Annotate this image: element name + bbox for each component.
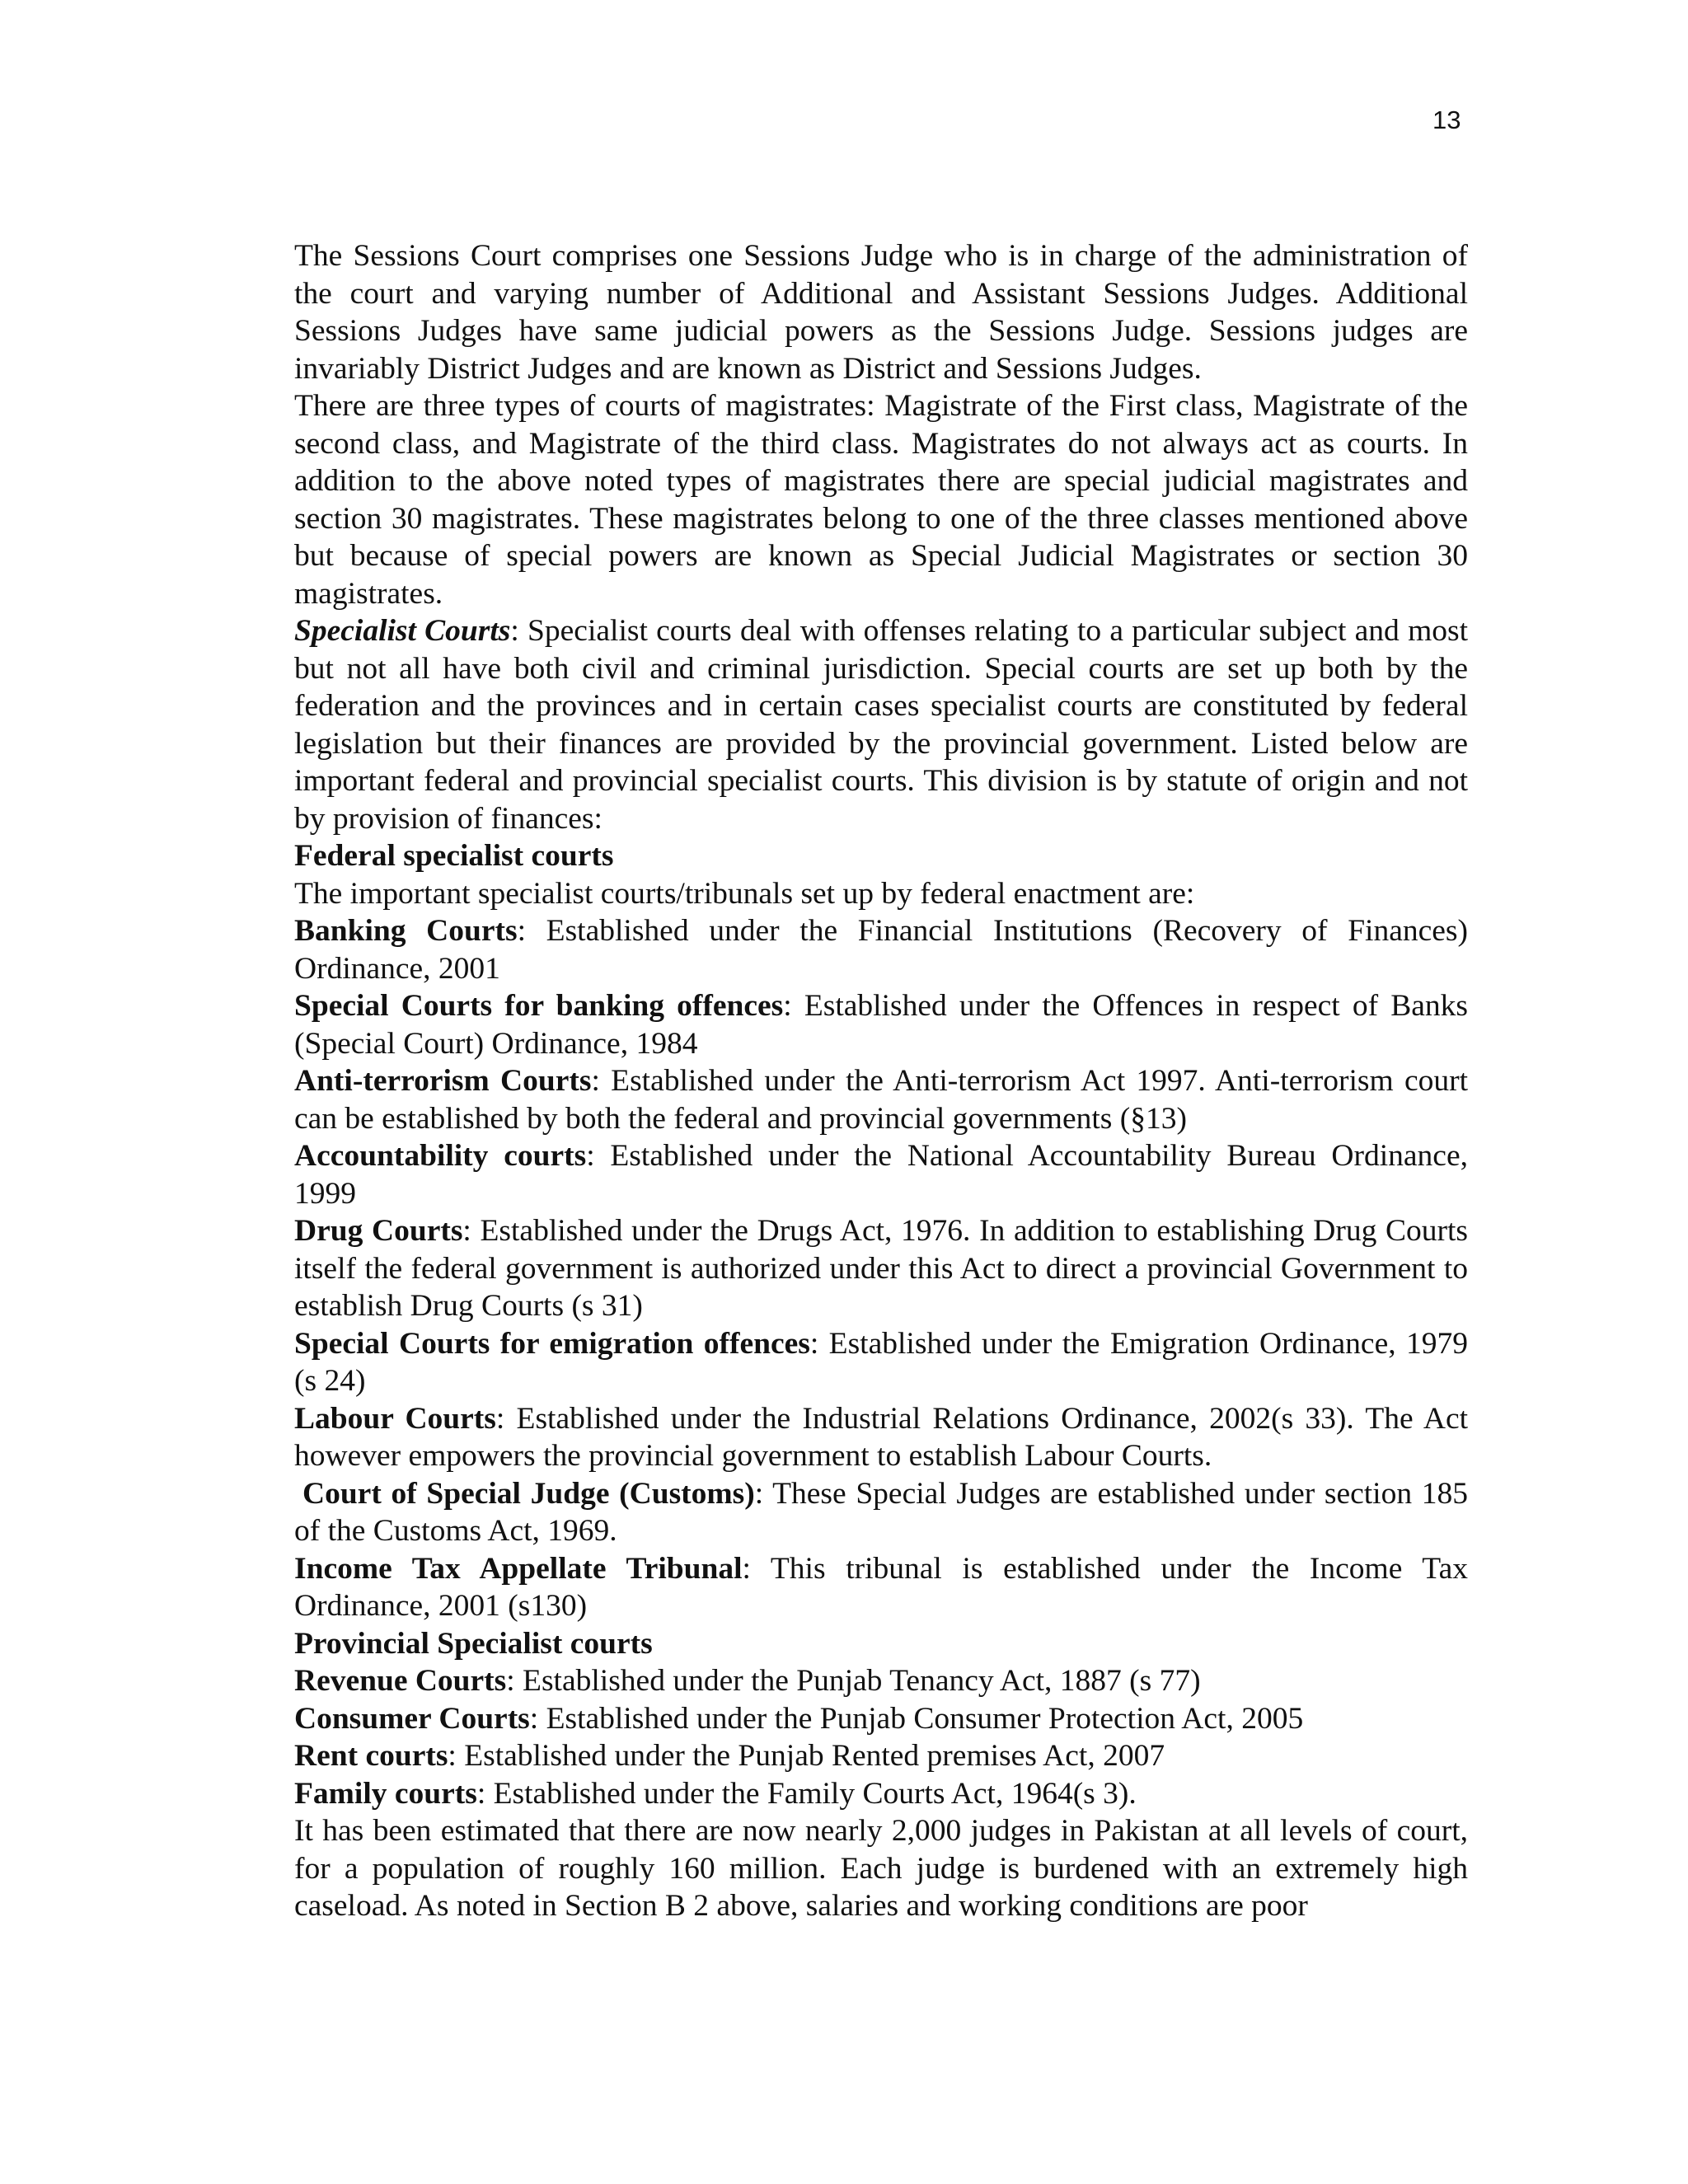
court-entry-consumer	[294, 1700, 1468, 1738]
paragraph-closing: It has been estimated that there are now nearly 2,000 judges in Pakistan at all levels of court, for a population of roughly 160 million. Each judge is burdened with an extremely high caseload. As noted in Section B 2 above, salaries and working conditions are poor	[294, 1814, 1468, 1923]
court-term: Rent courts	[294, 1739, 448, 1773]
federal-intro: The important specialist courts/tribunals set up by federal enactment are:	[294, 876, 1195, 911]
court-description: : Established under the Punjab Rented premises Act, 2007	[448, 1739, 1165, 1773]
court-entry-rent	[294, 1737, 1468, 1775]
court-term: Drug Courts	[294, 1214, 463, 1248]
paragraph-sessions-court: The Sessions Court comprises one Sessions Judge who is in charge of the administration of the court and varying number of Additional and Assistant Sessions Judges. Additional Sessions Judges have same judicial powers as the Sessions Judge. Sessions judges are invariably District Judges and are known as District and Sessions Judges.	[294, 239, 1468, 386]
court-term: Anti-terrorism Courts	[294, 1064, 592, 1098]
court-term: Revenue Courts	[294, 1664, 507, 1698]
court-entry-income-tax	[294, 1550, 1468, 1625]
court-entry-revenue	[294, 1662, 1468, 1700]
page-number: 13	[1432, 105, 1461, 134]
court-term: Accountability courts	[294, 1139, 587, 1173]
court-term: Special Courts for emigration offences	[294, 1326, 810, 1361]
federal-heading: Federal specialist courts	[294, 839, 614, 873]
court-entry-banking-offences	[294, 987, 1468, 1062]
court-description: : Established under the Industrial Relations Ordinance, 2002(s 33). The Act however empowers the provincial government to establish Labour Courts.	[294, 1401, 1469, 1473]
court-description: : Established under the Family Courts Act, 1964(s 3).	[476, 1776, 1137, 1811]
court-description: : Established under the Drugs Act, 1976. In addition to establishing Drug Courts itself the federal government is authorized under this Act to direct a provincial Government to establish Drug Courts (s 31)	[294, 1214, 1468, 1323]
court-term: Consumer Courts	[294, 1701, 530, 1736]
court-description: : Established under the Financial Institutions (Recovery of Finances) Ordinance, 2001	[294, 914, 1468, 986]
court-term: Labour Courts	[294, 1401, 496, 1436]
court-term: Income Tax Appellate Tribunal	[294, 1551, 743, 1586]
court-entry-banking	[294, 912, 1468, 987]
court-term: Family courts	[294, 1776, 477, 1811]
court-description: : Established under the Offences in respect of Banks (Special Court) Ordinance, 1984	[294, 989, 1469, 1061]
court-description: : Established under the Emigration Ordinance, 1979 (s 24)	[294, 1326, 1468, 1398]
court-entry-family	[294, 1775, 1468, 1813]
provincial-heading: Provincial Specialist courts	[294, 1626, 653, 1661]
paragraph-specialist-courts	[294, 612, 1468, 837]
court-entry-accountability	[294, 1137, 1468, 1212]
court-description: : Established under the Punjab Consumer Protection Act, 2005	[529, 1701, 1304, 1736]
paragraph-magistrates: There are three types of courts of magistrates: Magistrate of the First class, Magistrate of the second class, and Magistrate of the third class. Magistrates do not always act as courts. In addition to the above noted types of magistrates there are special judicial magistrates and section 30 magistrates. These magistrates belong to one of the three classes mentioned above but because of special powers are known as Special Judicial Magistrates or section 30 magistrates.	[294, 389, 1468, 611]
court-description: : Established under the National Accountability Bureau Ordinance, 1999	[294, 1139, 1468, 1211]
court-entry-emigration	[294, 1325, 1468, 1400]
court-description: : These Special Judges are established under section 185 of the Customs Act, 1969.	[294, 1476, 1468, 1548]
specialist-courts-term: Specialist Courts	[294, 614, 511, 648]
court-entry-anti-terrorism	[294, 1062, 1468, 1137]
court-entry-drug	[294, 1212, 1468, 1325]
court-term: Banking Courts	[294, 914, 518, 948]
court-term: Special Courts for banking offences	[294, 989, 784, 1023]
court-description: : Established under the Punjab Tenancy Act, 1887 (s 77)	[506, 1664, 1201, 1698]
court-description: : This tribunal is established under the Income Tax Ordinance, 2001 (s130)	[294, 1551, 1468, 1623]
document-body	[294, 237, 1468, 1925]
court-description: : Established under the Anti-terrorism Act 1997. Anti-terrorism court can be established by both the federal and provincial governments (§13)	[294, 1064, 1469, 1136]
court-entry-labour	[294, 1400, 1468, 1475]
specialist-courts-text: : Specialist courts deal with offenses relating to a particular subject and most but not all have both civil and criminal jurisdiction. Special courts are set up both by the federation and the provinces and in certain cases specialist courts are constituted by federal legislation but their finances are provided by the provincial government. Listed below are important federal and provincial specialist courts. This division is by statute of origin and not by provision of finances:	[294, 614, 1468, 836]
court-term: Court of Special Judge (Customs)	[302, 1476, 755, 1511]
court-entry-customs	[294, 1475, 1468, 1550]
